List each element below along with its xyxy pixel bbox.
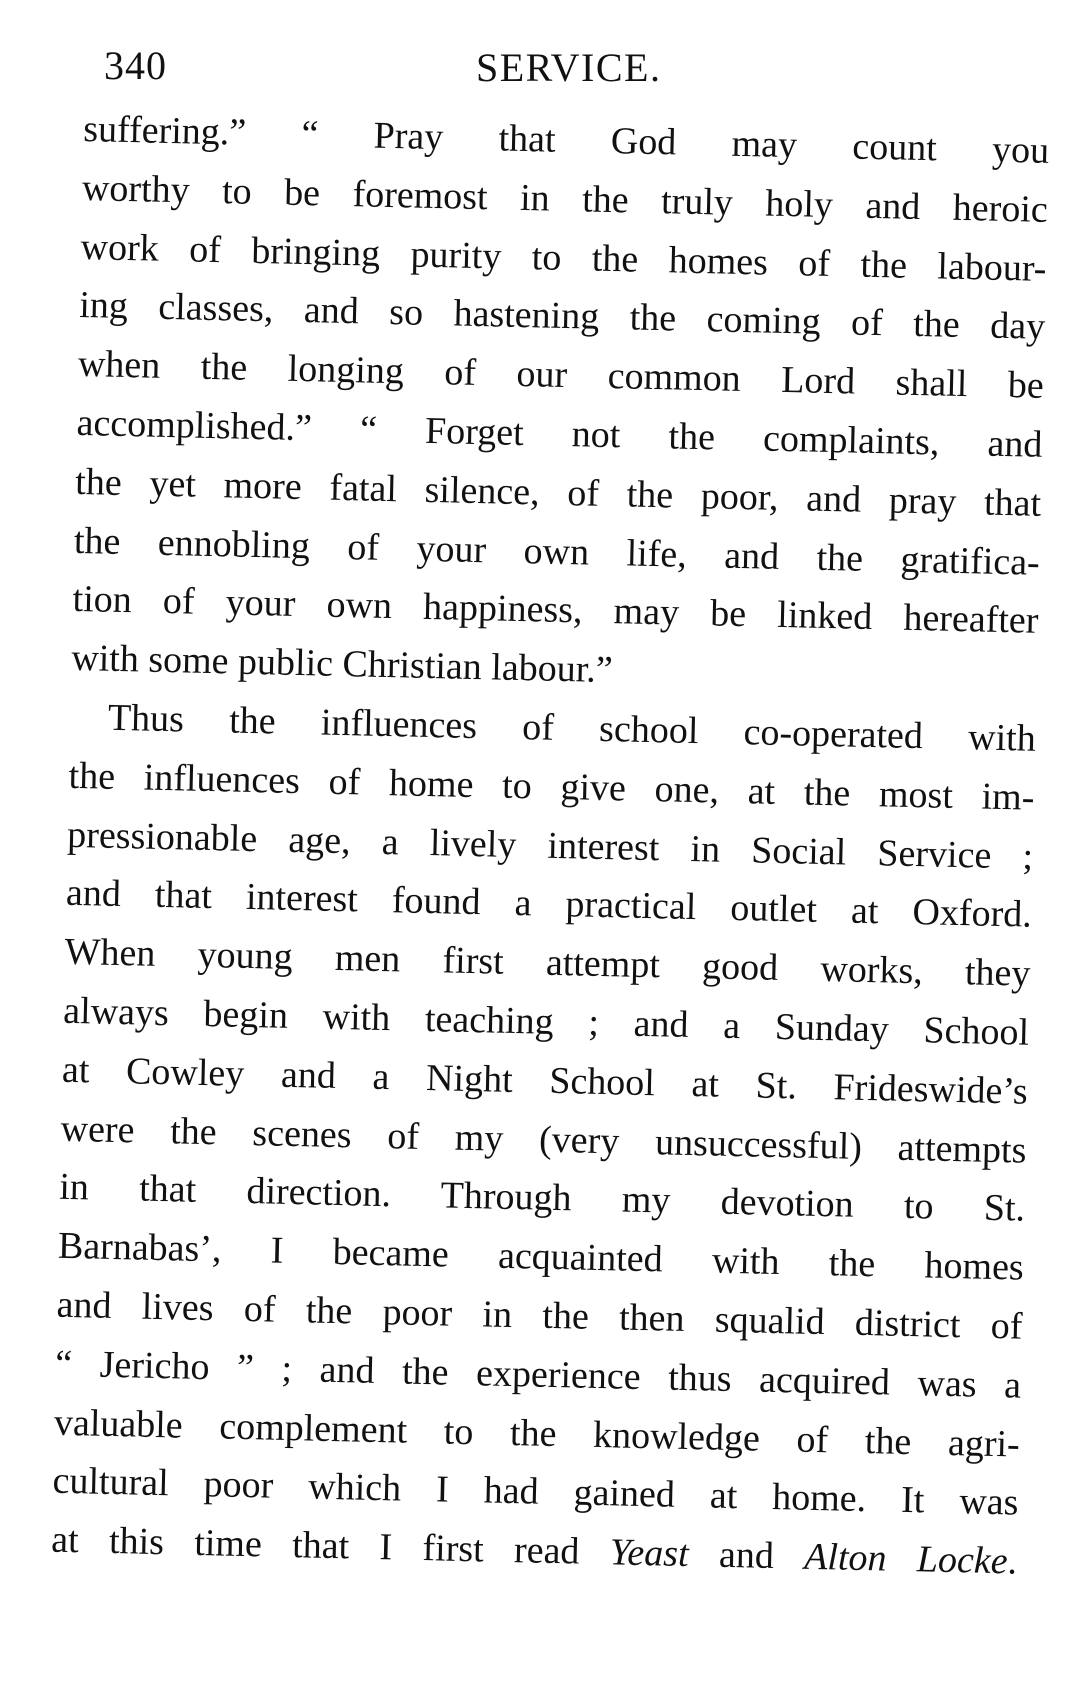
text-line: when the longing of our common Lord shall be bbox=[77, 343, 1045, 408]
text-line: Barnabas’, I became acquainted with the homes bbox=[57, 1224, 1025, 1289]
text-run: . bbox=[1007, 1540, 1018, 1583]
text-line: pressionable age, a lively interest in Social Service ; bbox=[66, 813, 1034, 878]
text-line: suffering.” “ Pray that God may count you bbox=[82, 107, 1050, 172]
text-line: the ennobling of your own life, and the gratifica- bbox=[73, 519, 1041, 584]
page-header bbox=[104, 28, 984, 98]
text-line: tion of your own happiness, may be linked hereafter bbox=[72, 578, 1039, 643]
text-line: cultural poor which I had gained at home. It was bbox=[52, 1459, 1019, 1524]
text-line: “ Jericho ” ; and the experience thus acquired was a bbox=[54, 1342, 1022, 1407]
text-line: Thus the influences of school co-operated with bbox=[107, 696, 1037, 760]
text-line: and that interest found a practical outlet at Oxford. bbox=[65, 872, 1033, 937]
text-line: always begin with teaching ; and a Sunday School bbox=[62, 989, 1030, 1054]
text-line: the yet more fatal silence, of the poor, and pray that bbox=[74, 460, 1042, 525]
book-title-yeast: Yeast bbox=[609, 1531, 690, 1576]
text-line: with some public Christian labour.” bbox=[70, 637, 614, 692]
text-line: at Cowley and a Night School at St. Frideswide’s bbox=[61, 1048, 1029, 1113]
text-line: were the scenes of my (very unsuccessful) attempts bbox=[60, 1107, 1027, 1172]
body-text bbox=[51, 100, 1050, 1591]
text-line: and lives of the poor in the then squalid district of bbox=[56, 1283, 1023, 1348]
text-line: ing classes, and so hastening the coming of the day bbox=[78, 284, 1046, 349]
page-number: 340 bbox=[104, 43, 167, 88]
text-run: at this time that I first read bbox=[50, 1518, 611, 1574]
text-line: valuable complement to the knowledge of the agri- bbox=[53, 1401, 1021, 1466]
text-line: the influences of home to give one, at the most im- bbox=[68, 754, 1035, 819]
paragraph-2 bbox=[51, 688, 1037, 1592]
paragraph-1 bbox=[71, 100, 1050, 710]
text-line: in that direction. Through my devotion to St. bbox=[58, 1166, 1026, 1230]
text-line: When young men first attempt good works, they bbox=[64, 930, 1031, 995]
running-head: SERVICE. bbox=[476, 45, 662, 90]
text-line: accomplished.” “ Forget not the complaints, and bbox=[76, 401, 1043, 466]
book-title-alton-locke: Alton Locke bbox=[803, 1535, 1009, 1583]
text-run: and bbox=[688, 1533, 805, 1578]
text-line: worthy to be foremost in the truly holy and heroic bbox=[81, 166, 1049, 231]
text-line: work of bringing purity to the homes of the labour- bbox=[80, 225, 1047, 290]
